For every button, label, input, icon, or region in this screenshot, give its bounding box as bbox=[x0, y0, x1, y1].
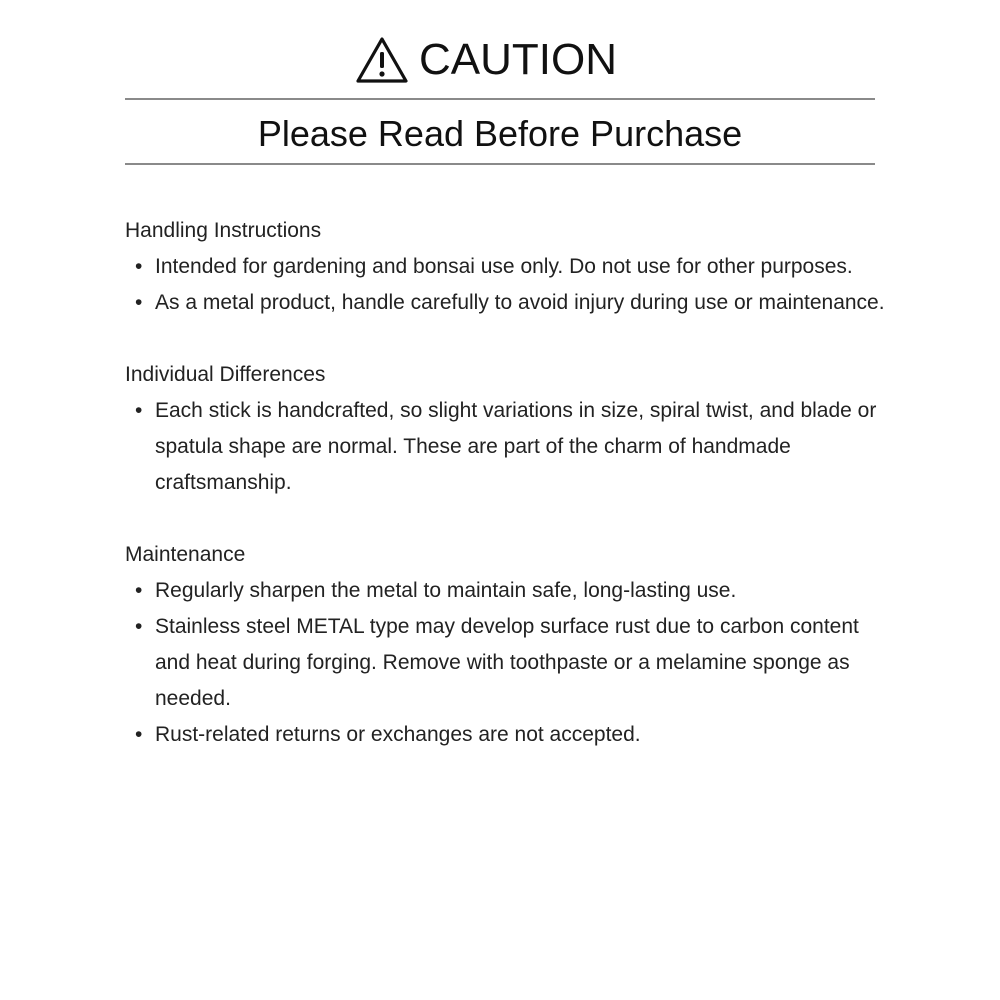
list-item-text: Rust-related returns or exchanges are not accepted. bbox=[155, 723, 641, 746]
list-item bbox=[125, 393, 885, 501]
bullet-icon: • bbox=[135, 579, 143, 602]
bullet-icon: • bbox=[135, 399, 143, 422]
top-divider bbox=[125, 98, 875, 100]
section-handling-instructions bbox=[125, 213, 885, 321]
notice-body bbox=[125, 213, 885, 789]
list-item-text: Each stick is handcrafted, so slight variations in size, spiral twist, and blade or spatula shape are normal. These are part of the charm of handmade craftsmanship. bbox=[155, 399, 877, 494]
bullet-icon: • bbox=[135, 615, 143, 638]
bullet-list bbox=[125, 249, 885, 321]
bullet-list bbox=[125, 393, 885, 501]
caution-title-group bbox=[355, 32, 617, 88]
list-item-text: As a metal product, handle carefully to avoid injury during use or maintenance. bbox=[155, 291, 885, 314]
list-item-text: Regularly sharpen the metal to maintain safe, long-lasting use. bbox=[155, 579, 737, 602]
page-title: Please Read Before Purchase bbox=[257, 113, 743, 154]
warning-triangle-icon bbox=[355, 35, 409, 85]
list-item bbox=[125, 609, 885, 717]
section-heading: Individual Differences bbox=[125, 363, 326, 386]
list-item bbox=[125, 573, 885, 609]
list-item bbox=[125, 285, 885, 321]
section-heading: Handling Instructions bbox=[125, 219, 322, 242]
bullet-list bbox=[125, 573, 885, 753]
bullet-icon: • bbox=[135, 723, 143, 746]
caution-heading: CAUTION bbox=[419, 35, 617, 84]
section-maintenance bbox=[125, 537, 885, 753]
bullet-icon: • bbox=[135, 255, 143, 278]
bullet-icon: • bbox=[135, 291, 143, 314]
section-heading: Maintenance bbox=[125, 543, 246, 566]
list-item-text: Intended for gardening and bonsai use only. Do not use for other purposes. bbox=[155, 255, 853, 278]
list-item-text: Stainless steel METAL type may develop surface rust due to carbon content and heat during forging. Remove with toothpaste or a melamine sponge as needed. bbox=[155, 615, 859, 710]
list-item bbox=[125, 717, 885, 753]
bottom-divider bbox=[125, 163, 875, 165]
list-item bbox=[125, 249, 885, 285]
caution-header bbox=[0, 32, 1000, 88]
section-individual-differences bbox=[125, 357, 885, 501]
